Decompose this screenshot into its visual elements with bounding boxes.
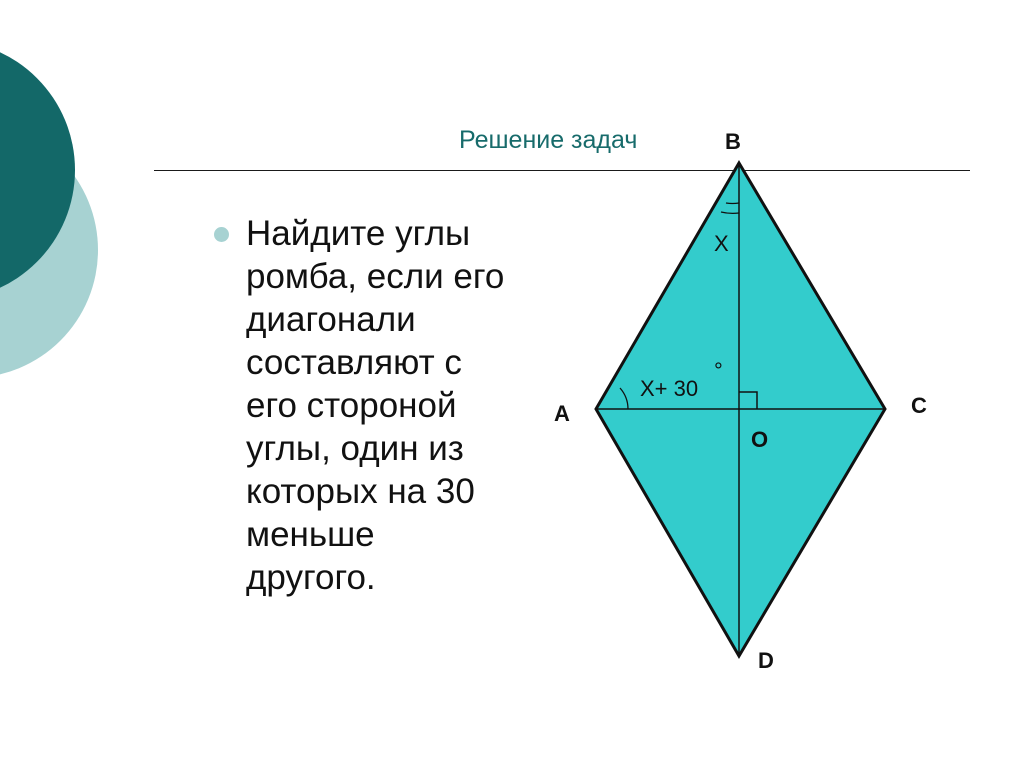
angle-label-a: X+ 30 [640,376,699,401]
vertex-label-b: B [725,129,741,154]
slide-title: Решение задач [459,126,638,154]
vertex-label-c: C [911,393,927,418]
vertex-label-d: D [758,648,774,673]
angle-arc-b-inner [726,203,739,204]
degree-mark: ° [714,358,723,383]
angle-label-b: X [714,231,729,256]
problem-text: Найдите углы ромба, если его диагонали составляют с его стороной углы, один из которых на 30 меньше другого. [246,214,505,597]
center-label-o: O [751,427,769,452]
vertex-label-a: A [554,401,570,426]
